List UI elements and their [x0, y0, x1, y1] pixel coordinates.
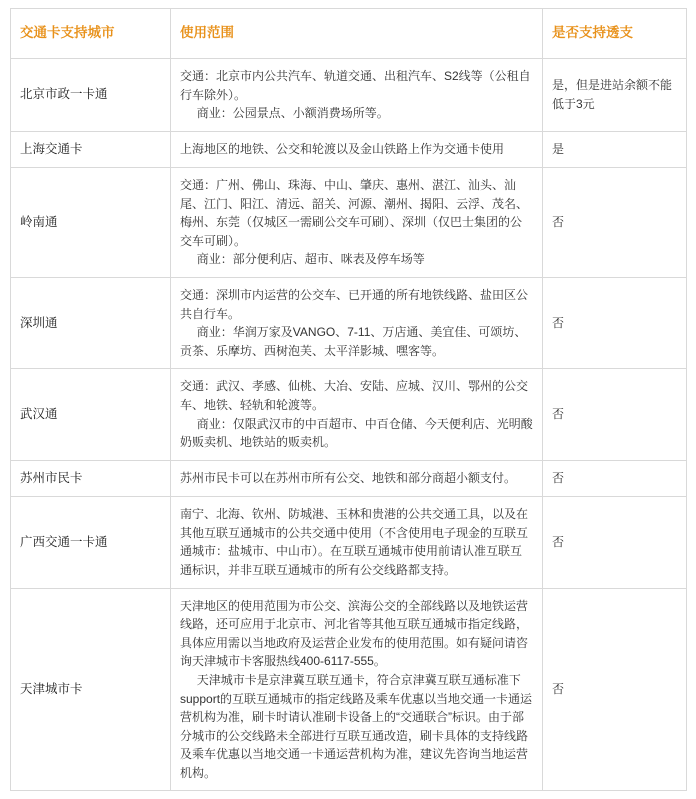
table-header-row [11, 9, 687, 59]
scope-line: 天津城市卡是京津冀互联互通卡，符合京津冀互联互通标准下support的互联互通城市的指定线路及乘车优惠以当地交通一卡通运营机构为准，刷卡时请认准刷卡设备上的“交通联合”标识。由于部分城市的公交线路未全部进行互联互通改造，刷卡具体的支持线路及乘车优惠以当地交通一卡通运营机构为准，建议先咨询当地运营机构。 [180, 672, 533, 780]
table-row [11, 588, 687, 791]
cell-overdraft: 否 [543, 168, 687, 278]
scope-line: 交通：武汉、孝感、仙桃、大冶、安陆、应城、汉川、鄂州的公交车、地铁、轻轨和轮渡等。 [180, 379, 529, 413]
cell-overdraft: 否 [543, 369, 687, 460]
scope-line: 苏州市民卡可以在苏州市所有公交、地铁和部分商超小额支付。 [180, 471, 517, 486]
cell-overdraft: 否 [543, 497, 687, 588]
scope-line: 交通：深圳市内运营的公交车、已开通的所有地铁线路、盐田区公共自行车。 [180, 288, 529, 321]
table-row [11, 497, 687, 588]
cell-usage-scope [171, 369, 543, 460]
cell-usage-scope [171, 278, 543, 369]
cell-overdraft: 否 [543, 588, 687, 791]
scope-line: 上海地区的地铁、公交和轮渡以及金山铁路上作为交通卡使用 [180, 142, 505, 157]
cell-city-name: 上海交通卡 [11, 131, 171, 167]
scope-line: 商业：公园景点、小额消费场所等。 [196, 106, 389, 121]
column-header-overdraft: 是否支持透支 [543, 9, 687, 59]
cell-city-name: 武汉通 [11, 369, 171, 460]
scope-line: 南宁、北海、钦州、防城港、玉林和贵港的公共交通工具，以及在其他互联互通城市的公共交通中使用（不含使用电子现金的互联互通城市：盐城市、中山市）。在互联互通城市使用前请认准互联互通标识，并非互联互通城市的所有公交线路都支持。 [180, 507, 529, 577]
table-row [11, 58, 687, 131]
cell-overdraft: 否 [543, 460, 687, 496]
cell-overdraft: 是 [543, 131, 687, 167]
scope-line: 天津地区的使用范围为市公交、滨海公交的全部线路以及地铁运营线路，还可应用于北京市、河北省等其他互联互通城市指定线路，具体应用需以当地政府及运营企业发布的使用范围。如有疑问请咨询天津城市卡客服热线400-6117-555。 [180, 598, 529, 669]
scope-line: 交通：北京市内公共汽车、轨道交通、出租汽车、S2线等（公租自行车除外）。 [180, 68, 531, 102]
cell-city-name: 苏州市民卡 [11, 460, 171, 496]
table-row [11, 168, 687, 278]
table-body [11, 58, 687, 791]
table-header [11, 9, 687, 59]
cell-city-name: 广西交通一卡通 [11, 497, 171, 588]
cell-usage-scope [171, 588, 543, 791]
scope-line: 商业：部分便利店、超市、咪表及停车场等 [196, 252, 425, 267]
scope-line: 商业：华润万家及VANGO、7-11、万店通、美宜佳、可颂坊、贡茶、乐摩坊、西树泡芙、太平洋影城、嘿客等。 [180, 325, 527, 358]
cell-city-name: 深圳通 [11, 278, 171, 369]
cell-usage-scope [171, 497, 543, 588]
cell-usage-scope [171, 168, 543, 278]
scope-line: 商业：仅限武汉市的中百超市、中百仓储、今天便利店、光明酸奶贩卖机、地铁站的贩卖机。 [180, 416, 533, 450]
table-row [11, 460, 687, 496]
cell-overdraft: 是，但是进站余额不能低于3元 [543, 58, 687, 131]
cell-city-name: 天津城市卡 [11, 588, 171, 791]
table-row [11, 278, 687, 369]
table-row [11, 369, 687, 460]
transit-card-table [10, 8, 687, 791]
cell-city-name: 北京市政一卡通 [11, 58, 171, 131]
cell-usage-scope [171, 131, 543, 167]
column-header-city: 交通卡支持城市 [11, 9, 171, 59]
table-row [11, 131, 687, 167]
cell-usage-scope [171, 460, 543, 496]
column-header-scope: 使用范围 [171, 9, 543, 59]
scope-line: 交通：广州、佛山、珠海、中山、肇庆、惠州、湛江、汕头、汕尾、江门、阳江、清远、韶关、河源、潮州、揭阳、云浮、茂名、梅州、东莞（仅城区一需刷公交车可刷）、深圳（仅巴士集团的公交车可刷）。 [180, 178, 529, 248]
cell-usage-scope [171, 58, 543, 131]
cell-overdraft: 否 [543, 278, 687, 369]
cell-city-name: 岭南通 [11, 168, 171, 278]
